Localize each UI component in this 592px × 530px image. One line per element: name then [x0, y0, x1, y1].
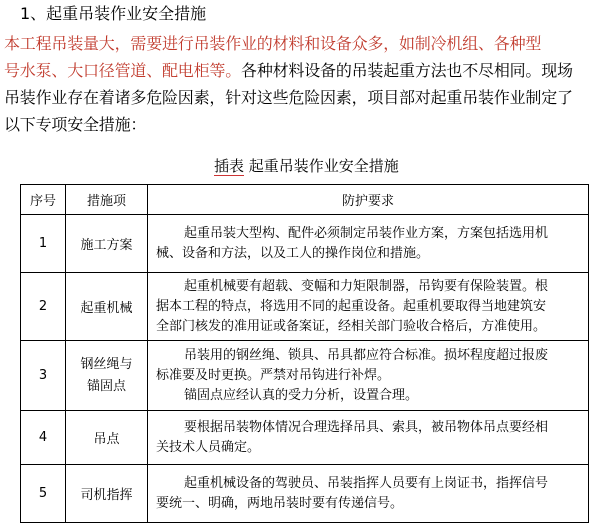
req-line: 全部门核发的准用证或备案证，经相关部门验收合格后，方准使用。: [156, 318, 547, 334]
section-heading: 1、起重吊装作业安全措施: [20, 4, 207, 23]
row-no: 1: [21, 215, 66, 273]
table-header-row: [21, 185, 589, 215]
req-line: 起重吊装大型构、配件必须制定吊装作业方案，方案包括选用机: [184, 225, 549, 241]
header-no: 序号: [21, 185, 66, 215]
req-line: 要统一、明确，两地吊装时要有传递信号。: [156, 495, 404, 511]
row-requirement: [148, 465, 589, 523]
row-item: [66, 273, 148, 341]
table-caption: [214, 156, 399, 176]
row-requirement: [148, 215, 589, 273]
paragraph-line: [4, 57, 588, 84]
paragraph-line: [4, 84, 588, 111]
row-item: [66, 411, 148, 465]
req-line: 据本工程的特点，将选用不同的起重设备。起重机要取得当地建筑安: [156, 298, 547, 314]
table-row: [21, 341, 589, 411]
req-line: 起重机械要有超载、变幅和力矩限制器，吊钩要有保险装置。根: [184, 278, 549, 294]
table-row: [21, 411, 589, 465]
paragraph-line: [4, 30, 588, 57]
item-line: 起重机械: [80, 301, 133, 316]
req-line: 吊装用的钢丝绳、锁具、吊具都应符合标准。损坏程度超过报废: [184, 347, 549, 363]
req-line: 关技术人员确定。: [156, 439, 261, 455]
item-line: 锚固点: [86, 378, 126, 394]
intro-paragraph: [4, 30, 588, 138]
item-line: 司机指挥: [80, 488, 133, 503]
header-requirement: 防护要求: [148, 185, 589, 215]
caption-prefix: 插表: [214, 157, 245, 175]
req-line: 起重机械设备的驾驶员、吊装指挥人员要有上岗证书，指挥信号: [184, 475, 549, 491]
table-row: [21, 215, 589, 273]
item-line: 施工方案: [80, 238, 133, 253]
body-text: 以下专项安全措施：: [4, 115, 147, 134]
row-requirement: [148, 273, 589, 341]
item-line: 钢丝绳与: [80, 356, 133, 372]
highlighted-text: 本工程吊装量大，需要进行吊装作业的材料和设备众多，如制冷机组、各种型: [4, 34, 542, 53]
table-row: [21, 465, 589, 523]
body-text: 各种材料设备的吊装起重方法也不尽相同。现场: [241, 61, 573, 80]
row-no: 4: [21, 411, 66, 465]
highlighted-text: 号水泵、大口径管道、配电柜等。: [4, 61, 242, 80]
body-text: 吊装作业存在着诸多危险因素，针对这些危险因素，项目部对起重吊装作业制定了: [4, 88, 573, 107]
header-item: 措施项: [66, 185, 148, 215]
item-line: 吊点: [93, 432, 120, 447]
req-line: 标准要及时更换。严禁对吊钩进行补焊。: [156, 367, 391, 383]
table-row: [21, 273, 589, 341]
safety-measures-table: [20, 184, 589, 523]
paragraph-line: [4, 111, 588, 138]
row-requirement: [148, 411, 589, 465]
row-item: [66, 465, 148, 523]
row-item: [66, 341, 148, 411]
row-no: 5: [21, 465, 66, 523]
caption-title: 起重吊装作业安全措施: [244, 157, 399, 175]
row-no: 2: [21, 273, 66, 341]
row-item: [66, 215, 148, 273]
req-line: 要根据吊装物体情况合理选择吊具、索具，被吊物体吊点要经相: [184, 419, 549, 435]
row-requirement: [148, 341, 589, 411]
req-line: 锚固点应经认真的受力分析，设置合理。: [184, 387, 419, 403]
req-line: 械、设备和方法，以及工人的操作岗位和措施。: [156, 245, 430, 261]
row-no: 3: [21, 341, 66, 411]
